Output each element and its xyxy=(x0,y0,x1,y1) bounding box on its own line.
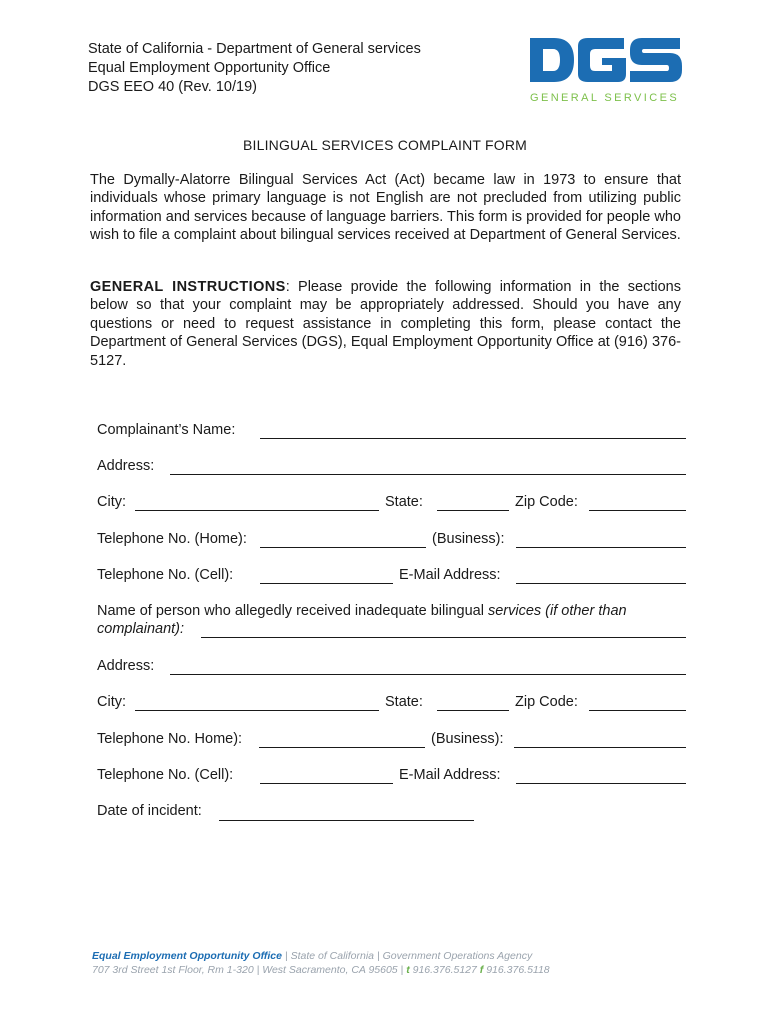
other-person-state-field[interactable] xyxy=(437,710,509,711)
header-line-agency: State of California - Department of General services xyxy=(88,41,421,57)
footer-line1 xyxy=(92,950,532,962)
other-person-business-label: (Business): xyxy=(431,731,504,747)
other-person-address-label: Address: xyxy=(97,658,155,674)
footer-agency: Government Operations Agency xyxy=(382,950,533,962)
date-of-incident-label: Date of incident: xyxy=(97,803,202,819)
form-header xyxy=(88,40,421,97)
complainant-business-label: (Business): xyxy=(432,531,505,547)
footer-separator: | xyxy=(374,950,383,962)
footer-state: State of California xyxy=(290,950,375,962)
header-line-office: Equal Employment Opportunity Office xyxy=(88,60,331,76)
date-of-incident-field[interactable] xyxy=(219,820,474,821)
other-person-name-label-line1 xyxy=(97,603,627,619)
other-person-city-field[interactable] xyxy=(135,710,379,711)
footer-fax-label: f xyxy=(479,964,484,976)
dgs-logo-mark xyxy=(528,36,683,88)
other-person-email-field[interactable] xyxy=(516,783,686,784)
other-person-tel-cell-label: Telephone No. (Cell): xyxy=(97,767,234,783)
complainant-address-label: Address: xyxy=(97,458,155,474)
other-person-city-label: City: xyxy=(97,694,126,710)
complainant-state-label: State: xyxy=(385,494,423,510)
form-title: BILINGUAL SERVICES COMPLAINT FORM xyxy=(242,137,528,153)
instructions-text: : Please provide the following information in the sections below so that your complaint may be appropriately addressed. Should you have any questions or need to request assistance in completing this form, please contact the Department of General Services (DGS), Equal Employment Opportunity Office at (916) 376-5127. xyxy=(90,279,681,369)
other-person-zip-label: Zip Code: xyxy=(515,694,578,710)
other-person-name-label-text: Name of person who allegedly received inadequate bilingual xyxy=(97,603,488,619)
footer-separator: | xyxy=(253,964,263,976)
footer-office: Equal Employment Opportunity Office xyxy=(92,950,282,962)
intro-paragraph: The Dymally-Alatorre Bilingual Services Act (Act) became law in 1973 to ensure that individuals whose primary language is not English are not precluded from utilizing public information and services because of language barriers. This form is provided for people who wish to file a complaint about bilingual services received at Department of General Services. xyxy=(90,172,681,244)
complainant-email-field[interactable] xyxy=(516,583,686,584)
complainant-city-field[interactable] xyxy=(135,510,379,511)
other-person-email-label: E-Mail Address: xyxy=(399,767,501,783)
instructions-heading: GENERAL INSTRUCTIONS xyxy=(90,279,286,295)
footer-city: West Sacramento, CA 95605 xyxy=(262,964,398,976)
complainant-tel-cell-field[interactable] xyxy=(260,583,393,584)
complainant-name-label: Complainant’s Name: xyxy=(97,422,236,438)
complainant-tel-home-label: Telephone No. (Home): xyxy=(97,531,247,547)
footer-phone-number: 916.376.5127 xyxy=(409,964,477,976)
footer-fax-number: 916.376.5118 xyxy=(483,964,550,976)
footer-separator: | xyxy=(397,964,407,976)
other-person-state-label: State: xyxy=(385,694,423,710)
other-person-name-label-line2: complainant): xyxy=(97,621,185,637)
other-person-address-field[interactable] xyxy=(170,674,686,675)
footer-separator: | xyxy=(282,950,291,962)
footer-address: 707 3rd Street 1st Floor, Rm 1-320 xyxy=(92,964,254,976)
other-person-name-label-italic: services (if other than xyxy=(487,603,627,619)
other-person-zip-field[interactable] xyxy=(589,710,686,711)
other-person-tel-cell-field[interactable] xyxy=(260,783,393,784)
footer-line2 xyxy=(92,964,550,976)
logo-subtitle: GENERAL SERVICES xyxy=(530,92,680,104)
complainant-city-label: City: xyxy=(97,494,126,510)
other-person-tel-home-field[interactable] xyxy=(259,747,425,748)
header-line-form-number: DGS EEO 40 (Rev. 10/19) xyxy=(88,79,257,95)
complainant-tel-home-field[interactable] xyxy=(260,547,426,548)
dgs-logo xyxy=(528,36,683,106)
footer-phone-label: t xyxy=(406,964,410,976)
complainant-zip-field[interactable] xyxy=(589,510,686,511)
other-person-tel-home-label: Telephone No. Home): xyxy=(97,731,243,747)
complainant-business-field[interactable] xyxy=(516,547,686,548)
other-person-business-field[interactable] xyxy=(514,747,686,748)
complainant-state-field[interactable] xyxy=(437,510,509,511)
instructions-paragraph xyxy=(90,278,681,370)
complainant-email-label: E-Mail Address: xyxy=(399,567,501,583)
complainant-zip-label: Zip Code: xyxy=(515,494,578,510)
complainant-address-field[interactable] xyxy=(170,474,686,475)
complainant-tel-cell-label: Telephone No. (Cell): xyxy=(97,567,234,583)
other-person-name-field[interactable] xyxy=(201,637,686,638)
complainant-name-field[interactable] xyxy=(260,438,686,439)
